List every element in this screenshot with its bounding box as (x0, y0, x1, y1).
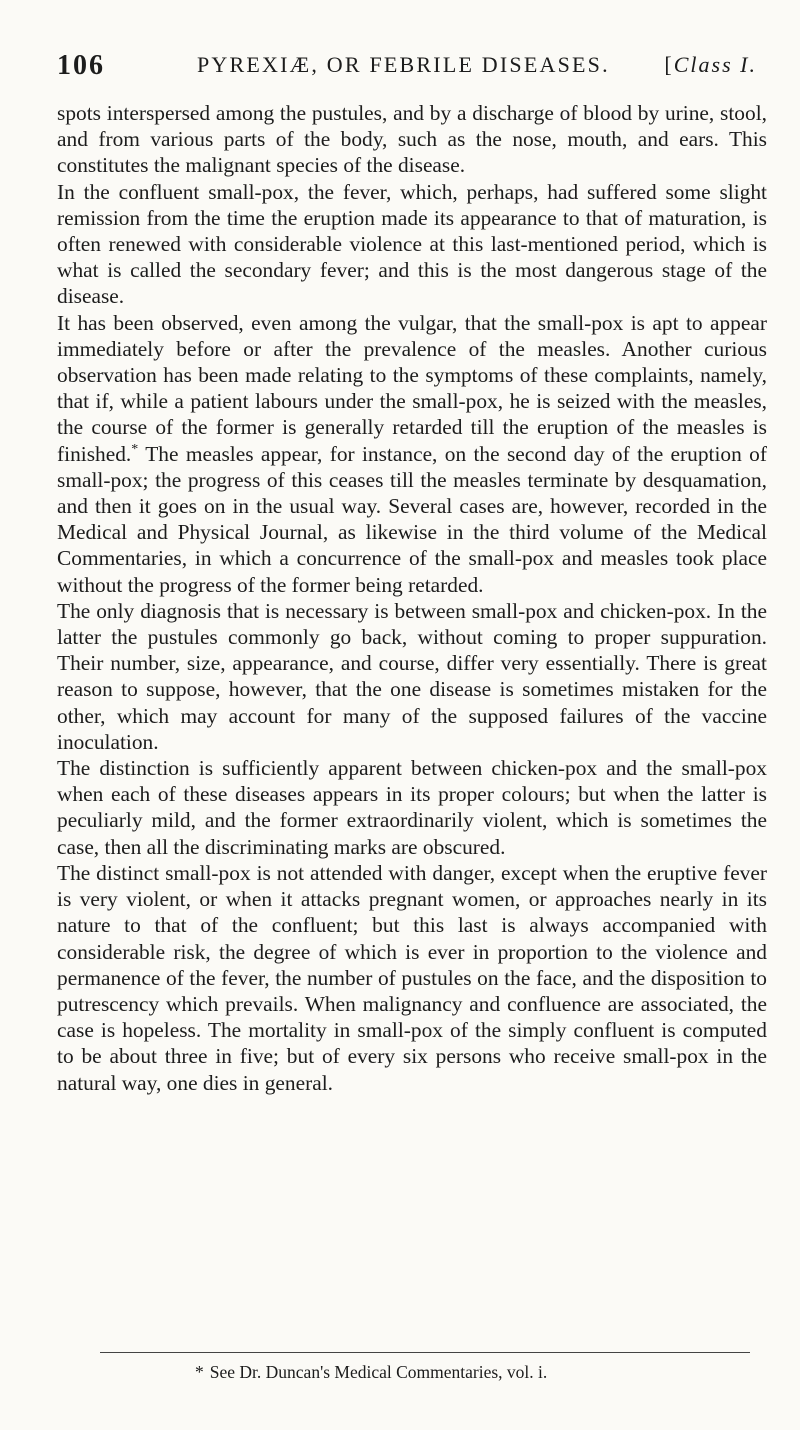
paragraph-3-text: It has been observed, even among the vulgar, that the small-pox is apt to appear immediately before or after the prevalence of the measles. Another curious observation has been made relating to the symptoms of these complaints, namely, that if, while a patient labours under the small-pox, he is seized with the measles, the course of the former is generally retarded till the eruption of the measles is finished. (57, 310, 767, 466)
body-text (57, 100, 767, 1096)
paragraph-5: The distinction is sufficiently apparent between chicken-pox and the small-pox when each of these diseases appears in its proper colours; but when the latter is peculiarly mild, and the former extraordinarily violent, which is sometimes the case, then all the discriminating marks are obscured. (57, 756, 767, 859)
footnote-mark: * (195, 1362, 204, 1382)
running-title: PYREXIÆ, OR FEBRILE DISEASES. (197, 52, 610, 77)
footnote-divider (100, 1352, 750, 1353)
footnote-reference: * (131, 441, 139, 457)
footnote-text: See Dr. Duncan's Medical Commentaries, vol. i. (209, 1362, 548, 1382)
footnote (195, 1362, 755, 1383)
paragraph-1: spots interspersed among the pustules, and by a discharge of blood by urine, stool, and from various parts of the body, such as the nose, mouth, and ears. This constitutes the malignant species of the disease. (57, 101, 767, 178)
paragraph-3 (57, 310, 767, 598)
page-number: 106 (57, 50, 105, 81)
paragraph-2: In the confluent small-pox, the fever, which, perhaps, had suffered some slight remission from the time the eruption made its appearance to that of maturation, is often renewed with considerable violence at this last-mentioned period, which is what is called the secondary fever; and this is the most dangerous stage of the disease. (57, 179, 767, 309)
paragraph-6: The distinct small-pox is not attended with danger, except when the eruptive fever is very violent, or when it attacks pregnant women, or approaches nearly in its nature to that of the confluent; but this last is always accompanied with considerable risk, the degree of which is ever in proportion to the violence and permanence of the fever, the number of pustules on the face, and the disposition to putrescency which prevails. When malignancy and confluence are associated, the case is hopeless. The mortality in small-pox of the simply confluent is computed to be about three in five; but of every six persons who receive small-pox in the natural way, one dies in general. (57, 860, 767, 1095)
paragraph-4: The only diagnosis that is necessary is between small-pox and chicken-pox. In the latter the pustules commonly go back, without coming to proper suppuration. Their number, size, appearance, and course, differ very essentially. There is great reason to suppose, however, that the one disease is sometimes mistaken for the other, which may account for many of the supposed failures of the vaccine inoculation. (57, 598, 767, 754)
class-bracket: [ (664, 52, 674, 77)
page-header (57, 50, 757, 84)
class-label (664, 52, 757, 78)
paragraph-3-continued: The measles appear, for instance, on the second day of the eruption of small-pox; the progress of this ceases till the measles terminate by desquamation, and then it goes on in the usual way. Several cases are, however, recorded in the Medical and Physical Journal, as likewise in the third volume of the Medical Commentaries, in which a concurrence of the small-pox and measles took place without the progress of the former being retarded. (57, 441, 767, 597)
class-label-text: Class I. (673, 52, 757, 77)
